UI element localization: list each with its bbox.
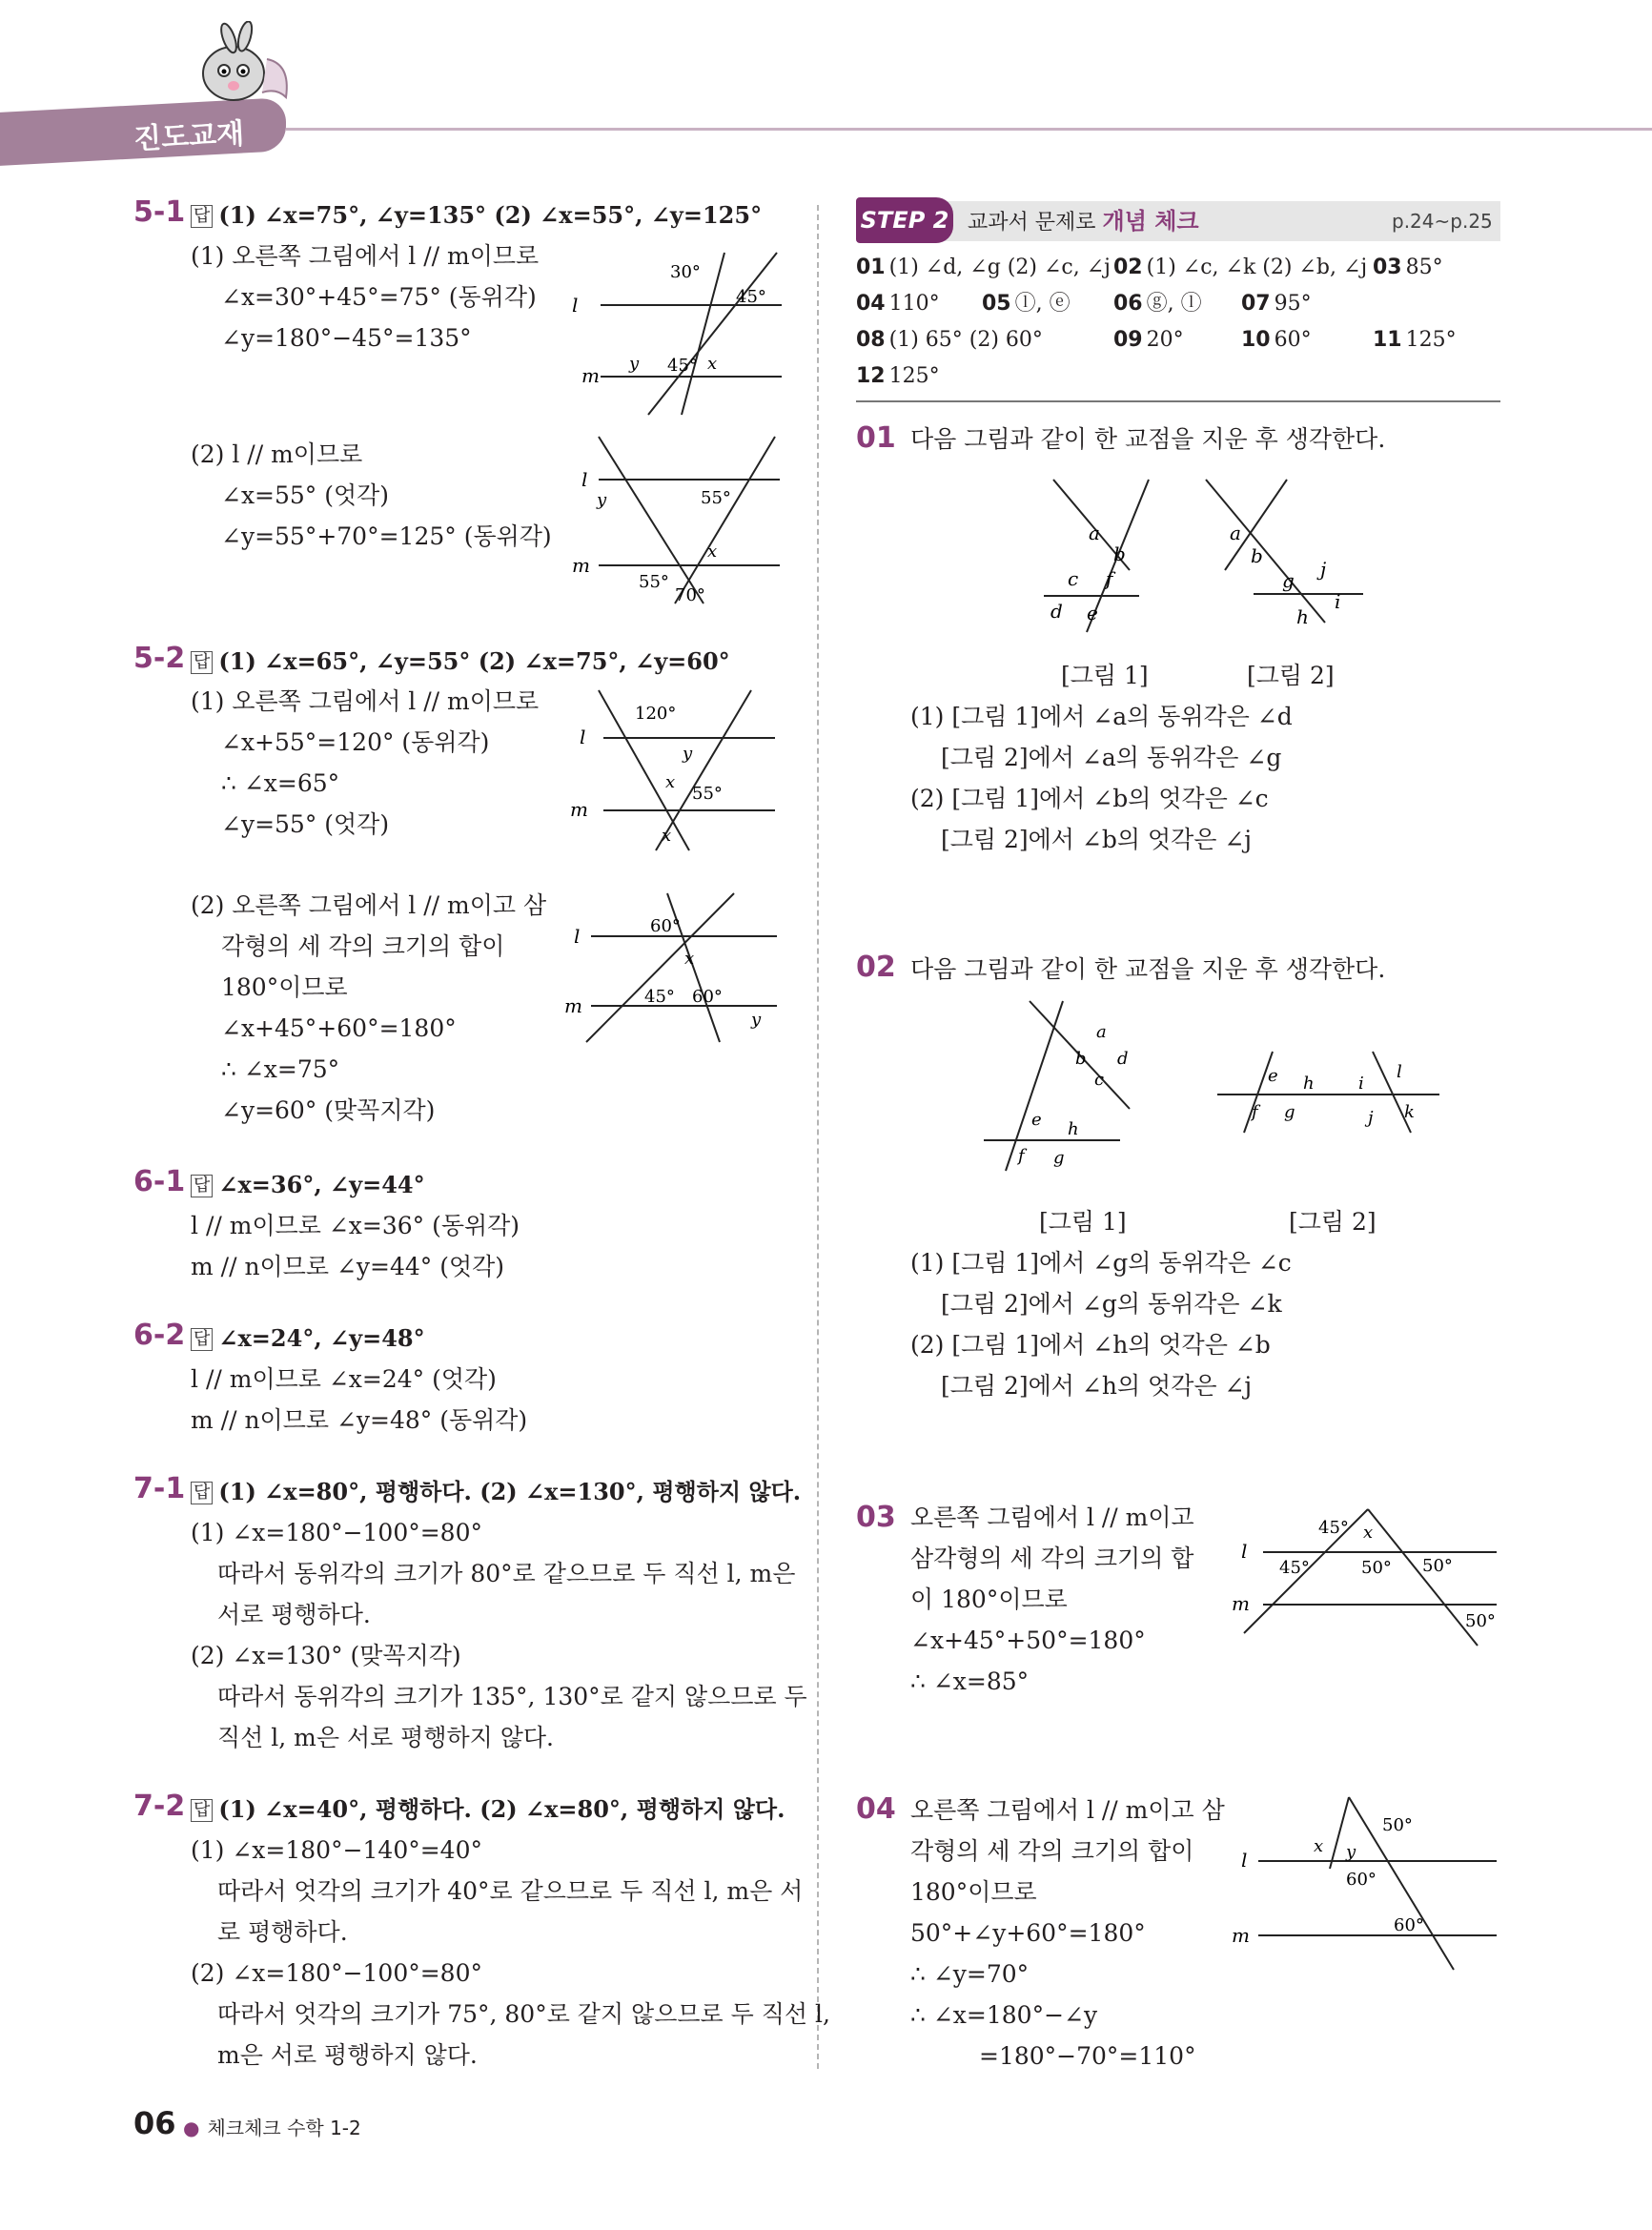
line-label: m	[1232, 1592, 1250, 1615]
angle-label: g	[1284, 1102, 1295, 1122]
solution-line: =180°−70°=110°	[979, 2042, 1196, 2070]
bullet-icon: ●	[183, 2117, 200, 2139]
angle-label: d	[1117, 1049, 1129, 1069]
solution-line: m // n이므로 ∠y=48° (동위각)	[191, 1406, 528, 1434]
angle-label: j	[1320, 558, 1327, 581]
line-label: l	[580, 726, 586, 748]
angle-label: j	[1368, 1108, 1374, 1128]
line-label: m	[581, 364, 600, 387]
solution-line: ∴ ∠x=75°	[221, 1055, 340, 1083]
step-badge: STEP 2	[856, 197, 953, 243]
quick-answer: 05 ⓛ, ⓔ	[982, 292, 1071, 316]
solution-line: 180°이므로	[910, 1878, 1037, 1906]
angle-label: h	[1303, 1074, 1315, 1094]
angle-label: 60°	[692, 987, 723, 1007]
solution-line: 50°+∠y+60°=180°	[910, 1919, 1146, 1947]
figure-5-1-1	[572, 243, 801, 415]
figure-5-2-2	[562, 891, 791, 1044]
solution-line: (1) 오른쪽 그림에서 l // m이므로	[191, 687, 540, 715]
solution-line: ∴ ∠x=85°	[910, 1667, 1030, 1695]
solution-line: ∠x+45°+60°=180°	[221, 1014, 457, 1042]
angle-label: h	[1068, 1119, 1079, 1139]
solution-line: (2) [그림 1]에서 ∠h의 엇각은 ∠b	[910, 1331, 1271, 1359]
angle-label: 50°	[1382, 1815, 1413, 1835]
answer-line	[191, 1789, 785, 1830]
solution-line: m은 서로 평행하지 않다.	[217, 2041, 478, 2069]
angle-label: y	[751, 1010, 762, 1030]
solution-line: ∴ ∠x=65°	[221, 769, 340, 797]
line-label: m	[572, 554, 590, 577]
angle-label: g	[1282, 569, 1295, 592]
angle-label: x	[707, 542, 718, 562]
answer-mark: 답	[191, 1175, 213, 1197]
solution-line: 이 180°이므로	[910, 1586, 1068, 1613]
solution-line: l // m이므로 ∠x=24° (엇각)	[191, 1365, 497, 1393]
quick-answer: 09 20°	[1113, 328, 1184, 352]
quick-answer: 10 60°	[1241, 328, 1312, 352]
solution-line: 따라서 동위각의 크기가 135°, 130°로 같지 않으므로 두	[217, 1683, 807, 1710]
solution-line: 따라서 엇각의 크기가 75°, 80°로 같지 않으므로 두 직선 l,	[217, 2000, 830, 2028]
line-label: l	[581, 468, 588, 491]
angle-label: a	[1096, 1022, 1107, 1042]
quick-answer: 11 125°	[1373, 328, 1457, 352]
solution-line: 오른쪽 그림에서 l // m이고 삼	[910, 1796, 1225, 1824]
angle-label: 50°	[1422, 1556, 1453, 1576]
answer-text: (1) ∠x=80°, 평행하다. (2) ∠x=130°, 평행하지 않다.	[218, 1478, 802, 1505]
angle-label: 60°	[1394, 1915, 1424, 1935]
angle-label: d	[1050, 600, 1063, 623]
answer-mark: 답	[191, 205, 213, 228]
angle-label: a	[1230, 522, 1241, 544]
line-label: m	[1232, 1924, 1250, 1947]
angle-label: h	[1296, 605, 1309, 628]
quick-answer: 04 110°	[856, 292, 940, 316]
figure-q02-1	[982, 999, 1153, 1171]
angle-label: l	[1397, 1062, 1402, 1082]
quick-answer: 02 (1) ∠c, ∠k (2) ∠b, ∠j	[1113, 256, 1368, 279]
figure-caption: [그림 1]	[1061, 662, 1149, 689]
quick-answer: 01 (1) ∠d, ∠g (2) ∠c, ∠j	[856, 256, 1111, 279]
line-label: l	[574, 925, 581, 948]
column-divider	[817, 205, 819, 2069]
angle-label: 120°	[635, 704, 677, 724]
solution-line: 각형의 세 각의 크기의 합이	[910, 1837, 1194, 1865]
angle-label: c	[1094, 1070, 1105, 1090]
angle-label: 45°	[1279, 1558, 1310, 1578]
question-number: 01	[856, 421, 896, 455]
solution-line: (2) ∠x=180°−100°=80°	[191, 1959, 482, 1987]
quick-answer: 03 85°	[1373, 256, 1443, 279]
angle-label: 60°	[1346, 1870, 1377, 1890]
angle-label: i	[1335, 590, 1341, 613]
angle-label: x	[665, 772, 676, 792]
solution-line: (2) 오른쪽 그림에서 l // m이고 삼	[191, 891, 547, 919]
quick-answer: 12 125°	[856, 364, 940, 388]
solution-line: 따라서 동위각의 크기가 80°로 같으므로 두 직선 l, m은	[217, 1560, 796, 1587]
angle-label: 50°	[1361, 1558, 1392, 1578]
angle-label: 45°	[1318, 1518, 1349, 1538]
angle-label: x	[684, 949, 695, 969]
answer-mark: 답	[191, 1799, 213, 1822]
problem-number: 5-2	[133, 642, 186, 675]
angle-label: y	[629, 354, 640, 374]
solution-line: ∠y=55°+70°=125° (동위각)	[221, 522, 552, 550]
question-number: 02	[856, 951, 896, 984]
line-label: m	[564, 994, 582, 1017]
answer-text: ∠x=36°, ∠y=44°	[218, 1171, 425, 1198]
angle-label: b	[1113, 542, 1126, 565]
solution-line: l // m이므로 ∠x=36° (동위각)	[191, 1212, 520, 1239]
angle-label: f	[1106, 567, 1113, 590]
solution-line: (1) [그림 1]에서 ∠g의 동위각은 ∠c	[910, 1249, 1292, 1277]
answer-line	[191, 194, 762, 235]
figure-q01-2	[1201, 475, 1363, 637]
line-label: l	[1241, 1540, 1248, 1563]
angle-label: c	[1068, 567, 1079, 590]
quick-answer: 08 (1) 65° (2) 60°	[856, 328, 1043, 352]
figure-caption: [그림 1]	[1039, 1208, 1127, 1236]
solution-line: 로 평행하다.	[217, 1918, 348, 1946]
problem-number: 7-1	[133, 1472, 186, 1505]
figure-caption: [그림 2]	[1289, 1208, 1377, 1236]
angle-label: a	[1089, 522, 1100, 544]
answer-line	[191, 1164, 425, 1205]
answer-separator	[856, 400, 1500, 402]
solution-line: ∠x+45°+50°=180°	[910, 1626, 1146, 1654]
figure-q02-2	[1215, 1047, 1444, 1128]
step-title-main: 개념 체크	[1102, 208, 1199, 235]
solution-line: (1) ∠x=180°−100°=80°	[191, 1519, 482, 1546]
solution-line: m // n이므로 ∠y=44° (엇각)	[191, 1253, 505, 1280]
solution-line: 180°이므로	[221, 973, 348, 1001]
problem-number: 6-1	[133, 1165, 186, 1198]
solution-line: (2) l // m이므로	[191, 440, 363, 468]
solution-line: 각형의 세 각의 크기의 합이	[221, 932, 505, 960]
solution-line: [그림 2]에서 ∠b의 엇각은 ∠j	[941, 826, 1253, 853]
step-title-pre: 교과서 문제로	[968, 211, 1096, 235]
solution-line: ∴ ∠x=180°−∠y	[910, 2001, 1098, 2029]
angle-label: e	[1268, 1066, 1278, 1086]
answer-line	[191, 641, 730, 682]
answer-line	[191, 1471, 801, 1512]
angle-label: b	[1075, 1049, 1087, 1069]
rabbit-mascot-icon	[186, 21, 300, 112]
solution-line: 따라서 엇각의 크기가 40°로 같으므로 두 직선 l, m은 서	[217, 1877, 804, 1905]
angle-label: x	[1314, 1836, 1324, 1856]
solution-line: (1) [그림 1]에서 ∠a의 동위각은 ∠d	[910, 703, 1293, 730]
solution-line: ∠x+55°=120° (동위각)	[221, 728, 490, 756]
angle-label: 45°	[644, 987, 675, 1007]
figure-q01-1	[1039, 475, 1182, 637]
answer-mark: 답	[191, 651, 213, 674]
line-label: m	[570, 798, 588, 821]
answer-text: ∠x=24°, ∠y=48°	[218, 1324, 425, 1352]
angle-label: 55°	[639, 572, 669, 592]
angle-label: 55°	[692, 784, 723, 804]
book-title: ● 체크체크 수학 1-2	[183, 2117, 361, 2139]
answer-mark: 답	[191, 1482, 213, 1504]
angle-label: 70°	[675, 585, 705, 605]
solution-line: [그림 2]에서 ∠h의 엇각은 ∠j	[941, 1372, 1253, 1400]
solution-line: 오른쪽 그림에서 l // m이고	[910, 1504, 1194, 1531]
quick-answer: 06 ⓖ, ⓛ	[1113, 292, 1202, 316]
figure-5-1-2	[570, 437, 799, 608]
question-intro: 다음 그림과 같이 한 교점을 지운 후 생각한다.	[910, 425, 1386, 453]
angle-label: x	[662, 826, 672, 846]
answer-text: (1) ∠x=75°, ∠y=135° (2) ∠x=55°, ∠y=125°	[218, 201, 763, 229]
angle-label: 50°	[1465, 1611, 1496, 1631]
solution-line: (1) 오른쪽 그림에서 l // m이므로	[191, 242, 540, 270]
solution-line: ∴ ∠y=70°	[910, 1960, 1030, 1988]
figure-5-2-1	[570, 688, 799, 850]
figure-caption: [그림 2]	[1247, 662, 1335, 689]
section-tag: 진도교재	[133, 116, 245, 157]
answer-text: (1) ∠x=65°, ∠y=55° (2) ∠x=75°, ∠y=60°	[218, 647, 730, 675]
angle-label: 30°	[670, 262, 701, 282]
solution-line: 직선 l, m은 서로 평행하지 않다.	[217, 1724, 554, 1751]
angle-label: y	[597, 490, 607, 510]
angle-label: 45°	[736, 287, 766, 307]
solution-line: ∠y=60° (맞꼭지각)	[221, 1096, 436, 1124]
question-number: 03	[856, 1501, 896, 1534]
angle-label: f	[1252, 1102, 1258, 1122]
line-label: l	[572, 294, 579, 317]
solution-line: ∠x=30°+45°=75° (동위각)	[221, 283, 537, 311]
angle-label: f	[1018, 1146, 1025, 1166]
problem-number: 6-2	[133, 1319, 186, 1352]
problem-number: 5-1	[133, 195, 186, 229]
answer-text: (1) ∠x=40°, 평행하다. (2) ∠x=80°, 평행하지 않다.	[218, 1795, 785, 1823]
step-title	[968, 202, 1199, 242]
angle-label: e	[1087, 602, 1098, 624]
line-label: l	[1241, 1849, 1248, 1872]
angle-label: 55°	[701, 488, 731, 508]
problem-number: 7-2	[133, 1790, 186, 1823]
angle-label: 60°	[650, 916, 681, 936]
angle-label: g	[1053, 1148, 1065, 1168]
angle-label: y	[683, 744, 693, 764]
angle-label: x	[1363, 1523, 1374, 1543]
angle-label: e	[1031, 1110, 1042, 1130]
solution-line: 서로 평행하다.	[217, 1601, 371, 1628]
solution-line: 삼각형의 세 각의 크기의 합	[910, 1545, 1194, 1572]
angle-label: x	[707, 354, 718, 374]
header-rule	[286, 128, 1652, 131]
solution-line: (2) ∠x=130° (맞꼭지각)	[191, 1642, 461, 1669]
solution-line: (1) ∠x=180°−140°=40°	[191, 1836, 482, 1864]
angle-label: i	[1358, 1074, 1364, 1094]
solution-line: [그림 2]에서 ∠g의 동위각은 ∠k	[941, 1290, 1282, 1318]
solution-line: (2) [그림 1]에서 ∠b의 엇각은 ∠c	[910, 785, 1269, 812]
question-number: 04	[856, 1792, 896, 1826]
figure-q03	[1230, 1504, 1506, 1652]
question-intro: 다음 그림과 같이 한 교점을 지운 후 생각한다.	[910, 955, 1386, 983]
step-pages: p.24~p.25	[1392, 210, 1493, 233]
answer-line	[191, 1318, 425, 1359]
angle-label: y	[1346, 1842, 1356, 1862]
solution-line: [그림 2]에서 ∠a의 동위각은 ∠g	[941, 744, 1282, 771]
answer-mark: 답	[191, 1328, 213, 1351]
figure-q04	[1230, 1792, 1506, 1974]
angle-label: b	[1251, 544, 1263, 567]
angle-label: 45°	[667, 356, 698, 376]
quick-answer: 07 95°	[1241, 292, 1312, 316]
solution-line: ∠y=55° (엇각)	[221, 810, 390, 838]
angle-label: k	[1404, 1102, 1415, 1122]
solution-line: ∠y=180°−45°=135°	[221, 324, 472, 352]
solution-line: ∠x=55° (엇각)	[221, 481, 390, 509]
page-number: 06	[133, 2105, 176, 2141]
